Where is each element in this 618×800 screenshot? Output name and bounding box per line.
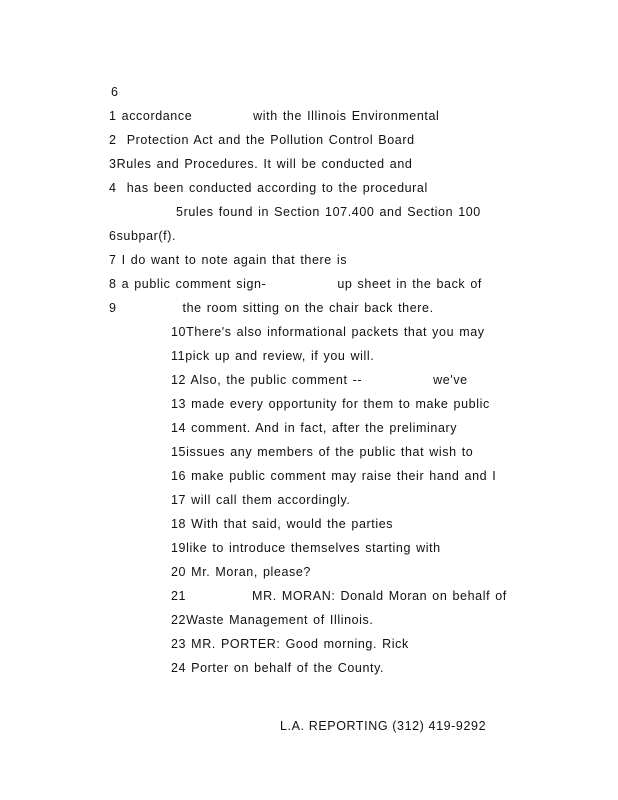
transcript-line bbox=[171, 541, 441, 555]
transcript-line bbox=[171, 589, 507, 603]
line-text: MR. PORTER: Good morning. Rick bbox=[186, 637, 409, 651]
line-text: MR. MORAN: Donald Moran on behalf of bbox=[186, 589, 507, 603]
line-text: Porter on behalf of the County. bbox=[186, 661, 385, 675]
line-text: the room sitting on the chair back there. bbox=[116, 301, 434, 315]
line-number: 24 bbox=[171, 661, 187, 675]
line-number: 22 bbox=[171, 613, 187, 627]
line-text: Mr. Moran, please? bbox=[186, 565, 311, 579]
line-number: 19 bbox=[171, 541, 187, 555]
transcript-line bbox=[171, 637, 409, 651]
line-text: With that said, would the parties bbox=[186, 517, 394, 531]
transcript-line bbox=[171, 325, 485, 339]
transcript-line bbox=[171, 517, 393, 531]
transcript-line bbox=[171, 397, 490, 411]
transcript-line bbox=[171, 445, 473, 459]
line-number: 14 bbox=[171, 421, 187, 435]
line-text: will call them accordingly. bbox=[186, 493, 351, 507]
line-number: 6 bbox=[109, 229, 117, 243]
line-number: 7 bbox=[109, 253, 117, 267]
line-text: made every opportunity for them to make public bbox=[186, 397, 490, 411]
line-number: 16 bbox=[171, 469, 187, 483]
line-text: Rules and Procedures. It will be conducted and bbox=[116, 157, 413, 171]
line-number: 4 bbox=[109, 181, 117, 195]
line-number: 21 bbox=[171, 589, 187, 603]
line-text: comment. And in fact, after the preliminary bbox=[186, 421, 458, 435]
line-text: I do want to note again that there is bbox=[116, 253, 348, 267]
line-number: 3 bbox=[109, 157, 117, 171]
transcript-line bbox=[109, 301, 434, 315]
page-footer: L.A. REPORTING (312) 419-9292 bbox=[280, 719, 487, 733]
line-text: rules found in Section 107.400 and Section 100 bbox=[183, 205, 481, 219]
page-number: 6 bbox=[111, 85, 119, 99]
transcript-line bbox=[171, 661, 384, 675]
line-number: 20 bbox=[171, 565, 187, 579]
line-text: Waste Management of Illinois. bbox=[186, 613, 374, 627]
line-text: subpar(f). bbox=[116, 229, 177, 243]
transcript-line bbox=[109, 229, 176, 243]
line-number: 23 bbox=[171, 637, 187, 651]
transcript-line bbox=[171, 349, 374, 363]
line-number: 11 bbox=[171, 349, 186, 363]
line-text: Also, the public comment -- we've bbox=[186, 373, 468, 387]
line-text: pick up and review, if you will. bbox=[185, 349, 375, 363]
transcript-line bbox=[109, 253, 347, 267]
line-text: issues any members of the public that wish to bbox=[186, 445, 474, 459]
line-number: 1 bbox=[109, 109, 117, 123]
transcript-line bbox=[171, 373, 468, 387]
transcript-line bbox=[109, 109, 439, 123]
line-number: 15 bbox=[171, 445, 187, 459]
transcript-line bbox=[171, 493, 350, 507]
line-text: accordance with the Illinois Environmental bbox=[121, 109, 440, 123]
line-number: 9 bbox=[109, 301, 117, 315]
transcript-line bbox=[171, 565, 311, 579]
line-number: 2 bbox=[109, 133, 117, 147]
line-text: There's also informational packets that you may bbox=[186, 325, 485, 339]
transcript-line bbox=[109, 181, 428, 195]
line-number: 17 bbox=[171, 493, 187, 507]
transcript-line bbox=[171, 421, 457, 435]
transcript-line bbox=[171, 469, 496, 483]
transcript-line bbox=[109, 157, 412, 171]
line-text: make public comment may raise their hand and I bbox=[186, 469, 497, 483]
line-number: 8 bbox=[109, 277, 117, 291]
line-number: 12 bbox=[171, 373, 187, 387]
transcript-line bbox=[109, 277, 482, 291]
line-number: 13 bbox=[171, 397, 187, 411]
line-text: Protection Act and the Pollution Control Board bbox=[121, 133, 415, 147]
line-number: 5 bbox=[176, 205, 184, 219]
line-text: has been conducted according to the procedural bbox=[121, 181, 428, 195]
transcript-line bbox=[176, 205, 481, 219]
line-text: a public comment sign- up sheet in the back of bbox=[116, 277, 482, 291]
line-number: 10 bbox=[171, 325, 187, 339]
line-text: like to introduce themselves starting with bbox=[186, 541, 441, 555]
transcript-line bbox=[171, 613, 373, 627]
line-number: 18 bbox=[171, 517, 187, 531]
transcript-line bbox=[109, 133, 415, 147]
